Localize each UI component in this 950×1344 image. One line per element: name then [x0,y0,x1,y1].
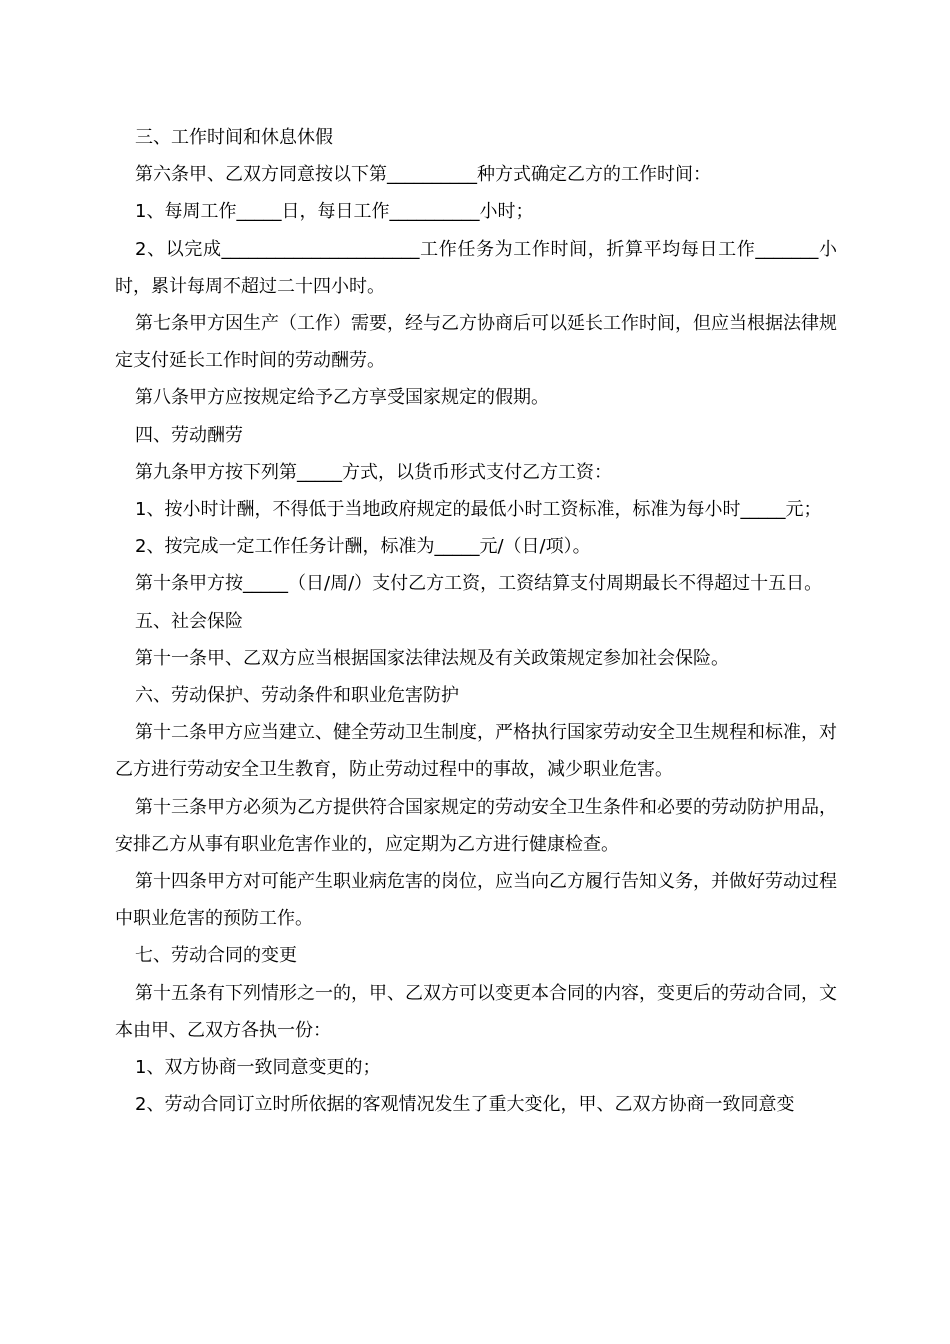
article-6-item-1: 1、每周工作_____日，每日工作__________小时； [135,201,534,223]
article-9-item-1: 1、按小时计酬，不得低于当地政府规定的最低小时工资标准，标准为每小时_____元； [135,499,822,521]
article-9: 第九条甲方按下列第_____方式，以货币形式支付乙方工资： [135,461,612,483]
section-heading-6: 六、劳动保护、劳动条件和职业危害防护 [135,685,459,707]
article-14: 第十四条甲方对可能产生职业病危害的岗位，应当向乙方履行告知义务，并做好劳动过程中职业危害的预防工作。 [115,871,837,930]
article-13: 第十三条甲方必须为乙方提供符合国家规定的劳动安全卫生条件和必要的劳动防护用品，安排乙方从事有职业危害作业的，应定期为乙方进行健康检查。 [115,796,837,855]
section-heading-4: 四、劳动酬劳 [135,424,243,446]
article-15-item-2: 2、劳动合同订立时所依据的客观情况发生了重大变化，甲、乙双方协商一致同意变 [135,1094,795,1116]
article-8: 第八条甲方应按规定给予乙方享受国家规定的假期。 [135,387,549,409]
section-heading-3: 三、工作时间和休息休假 [135,127,333,148]
section-heading-7: 七、劳动合同的变更 [135,945,297,967]
article-10: 第十条甲方按_____（日/周/）支付乙方工资，工资结算支付周期最长不得超过十五日。 [135,573,823,595]
article-15: 第十五条有下列情形之一的，甲、乙双方可以变更本合同的内容，变更后的劳动合同，文本由甲、乙双方各执一份： [115,982,837,1041]
article-6: 第六条甲、乙双方同意按以下第__________种方式确定乙方的工作时间： [135,164,711,186]
document-body [115,119,837,1123]
article-7: 第七条甲方因生产（工作）需要，经与乙方协商后可以延长工作时间，但应当根据法律规定支付延长工作时间的劳动酬劳。 [115,313,837,372]
section-heading-5: 五、社会保险 [135,610,243,632]
article-9-item-2: 2、按完成一定工作任务计酬，标准为_____元/（日/项）。 [135,536,591,558]
article-12: 第十二条甲方应当建立、健全劳动卫生制度，严格执行国家劳动安全卫生规程和标准，对乙方进行劳动安全卫生教育，防止劳动过程中的事故，减少职业危害。 [115,722,837,781]
article-11: 第十一条甲、乙双方应当根据国家法律法规及有关政策规定参加社会保险。 [135,647,729,669]
article-6-item-2: 2、以完成______________________工作任务为工作时间，折算平均每日工作_______小时，累计每周不超过二十四小时。 [115,238,837,297]
article-15-item-1: 1、双方协商一致同意变更的； [135,1057,381,1079]
